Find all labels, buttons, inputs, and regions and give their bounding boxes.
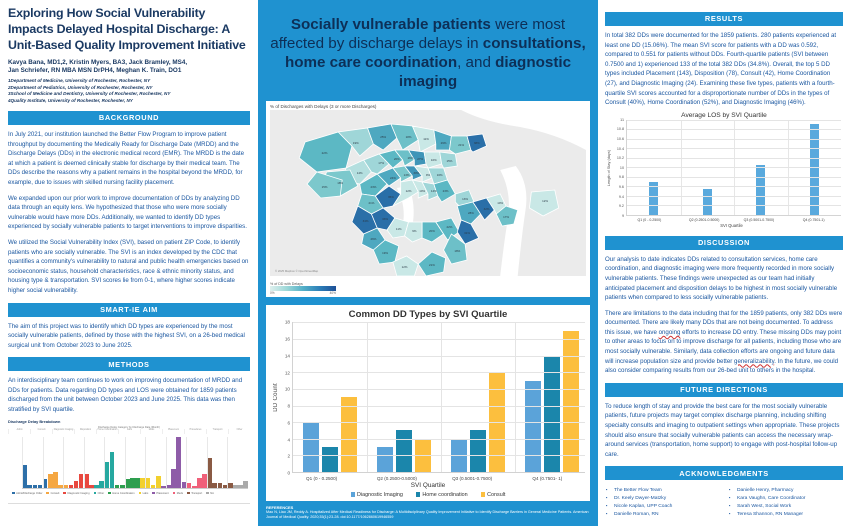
discussion-body: [605, 255, 843, 376]
mini-chart-bar[interactable]: [233, 485, 238, 488]
dd-chart-gridline: [293, 356, 585, 357]
affiliation-3: 3School of Medicine and Dentistry, University of Rochester, Rochester, NY: [8, 91, 171, 97]
los-chart-y-tick: 9.2: [618, 204, 624, 209]
dd-chart-legend-item[interactable]: [351, 492, 403, 498]
svg-text:16%: 16%: [407, 156, 414, 161]
svg-text:23%: 23%: [442, 189, 449, 194]
dd-chart-bar[interactable]: [563, 331, 579, 472]
mini-chart-legend-label: NA: [210, 491, 214, 495]
mini-chart-category: Home Coordination: [96, 429, 118, 434]
los-chart-gridline: [627, 120, 841, 121]
svg-text:9%: 9%: [412, 229, 417, 234]
background-paragraph-3: We utilized the Social Vulnerability Index (SVI), based on patient ZIP Code, to identify patients who are socially vulnerable. The SVI is an index developed by the CDC that quantifies a community's vulnerability to natural and public health emergencies based on socioeconomic status, household characteristics, race & ethnic minority status, and housing type & transportation. SVI scores lie from 0-1, where higher scores indicate higher social vulnerability.: [8, 238, 249, 294]
mini-chart-legend-item[interactable]: [63, 492, 89, 495]
map-title: % of Discharges with Delays (3 or more Discharges): [270, 104, 377, 110]
svg-text:18%: 18%: [405, 135, 412, 140]
mini-chart-bar[interactable]: [212, 483, 217, 487]
mini-chart-bar[interactable]: [135, 478, 140, 488]
svg-text:29%: 29%: [440, 141, 447, 146]
mini-chart-subtitle: Discharge Delay Category by Discharge Date (Month): [98, 425, 160, 429]
svg-text:19%: 19%: [352, 141, 359, 146]
affiliation-list: [8, 78, 250, 104]
dd-chart-gridline: [293, 372, 585, 373]
svg-text:32%: 32%: [483, 207, 490, 212]
mini-chart-bar[interactable]: [161, 486, 166, 487]
mini-chart-bar[interactable]: [43, 479, 48, 487]
map-legend-min: 0%: [270, 291, 275, 296]
acknowledgment-item: ▪ Kara Vaughn, Care Coordinator: [728, 495, 843, 503]
mini-chart-bar[interactable]: [89, 485, 94, 488]
svg-text:9%: 9%: [425, 173, 431, 178]
mini-chart-category: Disposition: [74, 429, 96, 434]
results-section-header: RESULTS: [605, 12, 843, 26]
svg-text:11%: 11%: [423, 137, 429, 142]
los-chart-gridline: [627, 139, 841, 140]
mini-chart-bar[interactable]: [105, 462, 110, 488]
acknowledgments-column-2: [728, 487, 843, 519]
author-line-2: Jan Schriefer, RN MBA MSN DrPH4, Meghan K. Train, DO1: [8, 67, 182, 75]
methods-section-header: METHODS: [8, 357, 250, 371]
map-canvas[interactable]: [270, 110, 586, 276]
acknowledgment-item: ▪ Nicole Kaplan, UPP Coach: [605, 503, 720, 511]
headline-part-4: , and: [457, 53, 496, 71]
zip-code-choropleth-map[interactable]: [266, 101, 590, 297]
mini-chart-category: Other: [228, 429, 250, 434]
mini-chart-legend-item[interactable]: [173, 492, 183, 495]
svg-text:20%: 20%: [428, 229, 435, 234]
acknowledgment-item: ▪ Danielle Roman, RN: [605, 511, 720, 519]
mini-chart-bar[interactable]: [115, 485, 120, 488]
mini-chart-bar[interactable]: [228, 483, 233, 487]
mini-chart-category: Meds: [140, 429, 162, 434]
affiliation-4: 4Quality Institute, University of Rochester, Rochester, NY: [8, 97, 133, 103]
legend-swatch-icon: [108, 492, 111, 495]
mini-chart-category: Admit: [8, 429, 30, 434]
los-chart-y-tick: 11: [620, 117, 624, 122]
mini-chart-bar[interactable]: [146, 478, 151, 488]
svg-text:13%: 13%: [462, 197, 468, 202]
mini-chart-legend-label: Transport: [191, 491, 203, 495]
los-chart-y-tick: 10.4: [616, 146, 624, 151]
right-column: [598, 0, 850, 526]
los-chart-x-tick: Q1 (0 - 0.2500): [637, 217, 662, 222]
map-attribution: © 2025 Mapbox © OpenStreetMap: [275, 269, 319, 274]
dd-chart-bar[interactable]: [377, 447, 393, 472]
mini-chart-bar[interactable]: [74, 481, 79, 488]
mini-chart-legend-item[interactable]: [152, 492, 168, 495]
dd-chart-y-tick: 12: [284, 370, 290, 376]
map-legend-max: 40%: [329, 291, 336, 296]
los-chart-bar[interactable]: [703, 189, 712, 215]
mini-chart-bar[interactable]: [22, 465, 27, 488]
mini-chart-category: Diagnostic Imaging: [52, 429, 74, 434]
svg-text:22%: 22%: [321, 151, 328, 156]
dd-chart-bar[interactable]: [322, 447, 338, 472]
svg-text:18%: 18%: [337, 181, 344, 186]
svg-text:38%: 38%: [473, 141, 480, 146]
dd-chart-legend-label: Consult: [487, 491, 506, 498]
mini-chart-bar[interactable]: [156, 476, 161, 487]
los-chart-title: Average LOS by SVI Quartile: [681, 111, 767, 119]
mini-chart-legend-label: Labs: [142, 491, 149, 495]
dd-chart-group: [441, 322, 515, 472]
mini-chart-label: Discharge Delay Breakdown: [8, 418, 61, 424]
dd-chart-gridline: [293, 322, 585, 323]
svg-text:12%: 12%: [542, 199, 548, 204]
svg-text:20%: 20%: [393, 157, 400, 162]
references-block: [266, 501, 590, 521]
mini-chart-plot: [22, 437, 248, 489]
mini-chart-bar[interactable]: [182, 482, 187, 488]
mini-chart-legend-item[interactable]: [108, 492, 134, 495]
acknowledgments-lists: [605, 485, 843, 519]
dd-chart-y-tick: 4: [287, 437, 290, 443]
svg-text:23%: 23%: [370, 185, 377, 190]
svg-text:31%: 31%: [464, 231, 470, 236]
common-dd-types-chart: [266, 305, 590, 500]
mini-chart-bar[interactable]: [176, 437, 181, 488]
mini-chart-bar[interactable]: [58, 485, 63, 488]
dd-chart-y-tick: 16: [284, 336, 290, 342]
dd-chart-y-tick: 6: [287, 420, 290, 426]
svg-text:27%: 27%: [417, 157, 424, 162]
svg-text:28%: 28%: [467, 211, 474, 216]
svg-text:12%: 12%: [401, 265, 408, 270]
acknowledgment-item: ▪ Teresa Shannon, RN Manager: [728, 511, 843, 519]
dd-chart-bar[interactable]: [341, 397, 357, 472]
mini-chart-bar[interactable]: [27, 485, 32, 488]
aim-paragraph: The aim of this project was to identify which DD types are experienced by the most socially vulnerable patients, defined by those with the highest SVI, on a 26-bed medical surgical unit from October 2023 to June 2025.: [8, 322, 245, 349]
dd-chart-gridline: [293, 439, 585, 440]
mini-chart-bar[interactable]: [187, 483, 192, 487]
mini-chart-legend-item[interactable]: [46, 492, 59, 495]
dd-chart-y-tick: 14: [284, 353, 290, 359]
mini-chart-legend-label: Diagnostic Imaging: [67, 491, 90, 495]
svg-text:34%: 34%: [362, 219, 369, 224]
mini-chart-legend-label: Placement: [156, 491, 169, 495]
mini-chart-legend-item[interactable]: [139, 492, 149, 495]
dd-chart-plot-wrap: [271, 319, 585, 476]
key-finding-headline: [266, 6, 590, 101]
svg-text:22%: 22%: [446, 225, 453, 230]
mini-chart-bar[interactable]: [94, 485, 99, 488]
mini-chart-category: Labs: [118, 429, 140, 434]
author-list: [8, 59, 250, 76]
spellcheck-underline: generalizability: [734, 357, 775, 365]
mini-chart-bar[interactable]: [151, 485, 156, 488]
mini-chart-bar[interactable]: [197, 478, 202, 488]
dd-chart-group: [367, 322, 441, 472]
mini-chart-bar[interactable]: [48, 474, 53, 488]
los-chart-gridline: [627, 148, 841, 149]
svg-text:26%: 26%: [370, 237, 377, 242]
results-body: [605, 31, 843, 108]
legend-swatch-icon: [139, 492, 142, 495]
mini-chart-bar[interactable]: [130, 478, 135, 488]
affiliation-2: 2Department of Pediatrics, University of Rochester, Rochester, NY: [8, 84, 153, 90]
mini-chart-bar[interactable]: [120, 485, 125, 488]
dd-chart-x-tick: Q2 (0.2500-0.5000): [376, 475, 417, 481]
svg-text:30%: 30%: [413, 171, 420, 176]
dd-chart-bar-groups: [293, 322, 585, 472]
los-chart-gridline: [627, 196, 841, 197]
affiliation-1: 1Department of Medicine, University of Rochester, Rochester, NY: [8, 78, 151, 83]
svg-text:11%: 11%: [395, 227, 402, 232]
dd-chart-y-tick: 0: [287, 470, 290, 476]
svg-text:21%: 21%: [428, 263, 435, 268]
mini-chart-bar[interactable]: [171, 469, 176, 487]
svg-text:10%: 10%: [430, 158, 437, 163]
los-chart-bar[interactable]: [756, 165, 765, 215]
methods-body: [8, 376, 250, 414]
mini-chart-legend-label: Admit/Discharge Order: [16, 491, 43, 495]
legend-swatch-icon: [12, 492, 15, 495]
dd-chart-x-axis-label: SVI Quartile: [410, 481, 446, 489]
headline-part-2: were most affected by discharge delays in: [270, 16, 566, 52]
mini-chart-bar[interactable]: [223, 485, 228, 488]
los-chart-y-tick: 10.2: [616, 156, 624, 161]
los-chart-y-axis-label: Length of Stay (days): [607, 149, 611, 186]
spellcheck-underline: ongoing: [658, 328, 681, 336]
los-chart-gridline: [627, 205, 841, 206]
dd-chart-gridline: [293, 389, 585, 390]
aim-body: [8, 322, 250, 351]
dd-chart-gridline: [293, 422, 585, 423]
legend-swatch-icon: [46, 492, 49, 495]
acknowledgment-item: ▪ The Better Flow Team: [605, 487, 720, 495]
svg-text:15%: 15%: [321, 185, 328, 190]
svg-text:17%: 17%: [503, 215, 509, 220]
dd-chart-gridline: [293, 406, 585, 407]
los-chart-y-tick: 10.8: [616, 127, 624, 132]
dd-chart-bar[interactable]: [525, 381, 541, 472]
discussion-section-header: DISCUSSION: [605, 236, 843, 250]
los-chart-gridline: [627, 186, 841, 187]
dd-chart-group: [293, 322, 367, 472]
mini-chart-legend-label: Home Coordination: [112, 491, 135, 495]
mini-chart-legend-item[interactable]: [206, 492, 214, 495]
mini-chart-category-header: [8, 429, 250, 434]
svg-text:14%: 14%: [356, 171, 363, 176]
los-chart-plot-area: [626, 120, 841, 216]
dd-chart-gridline: [293, 339, 585, 340]
mini-chart-bar[interactable]: [79, 474, 84, 488]
legend-swatch-icon: [94, 492, 97, 495]
mini-chart-bar[interactable]: [125, 479, 130, 487]
discussion-paragraph-2: There are limitations to the data including that for the 1859 patients, only 382 DDs were documented. There are likely many DDs that are not being documented. To address this issue, we have ongoing efforts to increase DD entry. These missing DDs may point to other areas to focus on to improve discharge for all patients, including those who are most socially vulnerable. Similarly, data collection efforts are ongoing and future data will increase population size and provide better generalizability. In the future, we could also consider comparing results from our 26-bed unit to others in the hospital.: [605, 309, 843, 375]
los-chart-y-tick: 10.6: [616, 136, 624, 141]
dd-chart-legend-item[interactable]: [481, 492, 506, 498]
average-los-chart: [605, 108, 843, 229]
los-chart-x-tick: Q2 (0.2501-0.5000): [688, 217, 720, 222]
mini-chart-category: Procedures: [184, 429, 206, 434]
svg-text:21%: 21%: [368, 201, 375, 206]
los-chart-gridline: [627, 167, 841, 168]
los-chart-gridline: [627, 177, 841, 178]
mini-chart-category: Placement: [162, 429, 184, 434]
mini-chart-legend-label: Meds: [176, 491, 184, 495]
svg-text:10%: 10%: [497, 201, 504, 206]
dd-chart-group: [515, 322, 589, 472]
page-title: Exploring How Social Vulnerability Impacts Delayed Hospital Discharge: A Unit-Based Quality Improvement Initiative: [8, 6, 246, 52]
dd-chart-plot-area: [292, 322, 585, 473]
legend-swatch-icon: [173, 492, 176, 495]
svg-text:16%: 16%: [436, 173, 443, 178]
mini-chart-legend-item[interactable]: [12, 492, 42, 495]
mini-chart-legend-item[interactable]: [94, 492, 105, 495]
los-chart-y-tick: 9.6: [618, 184, 624, 189]
dd-chart-y-axis-label: DD Count: [273, 383, 279, 413]
los-chart-gridline: [627, 158, 841, 159]
los-chart-gridline: [627, 129, 841, 130]
svg-text:25%: 25%: [380, 135, 387, 140]
background-paragraph-2: We expanded upon our prior work to improve documentation of DDs by analyzing DD data through an equity lens. We hypothesized that those who were more socially vulnerable would have more DDs. Additionally, we wanted to identify DD types experienced by socially vulnerable patients to target interventions to improve disparities.: [8, 194, 247, 231]
dd-chart-x-tick: Q3 (0.5001-0.7500): [452, 475, 493, 481]
dd-chart-y-tick: 18: [284, 319, 290, 325]
dd-chart-legend: [271, 492, 585, 498]
map-legend: [270, 282, 336, 295]
legend-swatch-icon: [416, 492, 420, 498]
los-chart-y-ticks: [611, 117, 626, 218]
dd-chart-bar[interactable]: [396, 430, 412, 472]
dd-chart-legend-label: Home coordination: [422, 491, 468, 498]
svg-text:24%: 24%: [389, 176, 396, 181]
mini-chart-legend-label: Consult: [50, 491, 60, 495]
dd-chart-y-tick: 8: [287, 403, 290, 409]
mini-chart-bar[interactable]: [63, 485, 68, 488]
los-chart-y-tick: 10: [619, 165, 624, 170]
mini-chart-bar[interactable]: [243, 481, 248, 488]
center-column: [258, 0, 598, 526]
dd-chart-x-ticks: [284, 470, 585, 481]
dd-chart-title: Common DD Types by SVI Quartile: [348, 309, 508, 321]
discharge-delay-breakdown-chart: [8, 419, 250, 504]
los-chart-x-ticks: [607, 213, 841, 222]
map-legend-ticks: [270, 291, 336, 295]
dd-chart-gridline: [293, 455, 585, 456]
mini-chart-bar[interactable]: [53, 472, 58, 488]
map-svg: [270, 110, 586, 276]
svg-text:14%: 14%: [430, 189, 437, 194]
legend-swatch-icon: [351, 492, 355, 498]
dd-chart-legend-item[interactable]: [416, 492, 468, 498]
mini-chart-bar[interactable]: [69, 485, 74, 488]
svg-text:17%: 17%: [378, 161, 385, 166]
dd-chart-bar[interactable]: [470, 430, 486, 472]
svg-text:13%: 13%: [403, 173, 410, 178]
svg-text:35%: 35%: [388, 195, 394, 200]
headline-part-3: consultations, home care coordination: [284, 34, 586, 71]
background-paragraph-1: In July 2021, our institution launched the Better Flow Program to improve patient throughput by documenting the Medically Ready for Discharge Date (MRDD) and the Discharge Delays (DDs) in the electronic medical record (EMR). The MRDD is the date at which a patient is deemed clinically stable for discharge by their medical team. The DDs describe the reasons why a patient remains in the hospital beyond the MRDD, for example, due to issues with skilled nursing facility placement.: [8, 131, 245, 187]
svg-text:18%: 18%: [454, 249, 461, 254]
los-chart-plot-wrap: [607, 117, 841, 218]
discussion-paragraph-1: Our analysis to date indicates DDs related to consultation services, home care coordination, and diagnostic imaging were more frequently recorded in more socially vulnerable patients. These findings were unexpected as our team had initially anticipated placement and disposition delays to be highest in most socially vulnerable patients when compared to less socially vulnerable patients.: [605, 255, 838, 302]
los-chart-bar[interactable]: [649, 182, 658, 214]
headline-part-5: diagnostic imaging: [398, 53, 572, 90]
mini-chart-bar[interactable]: [99, 481, 104, 488]
svg-text:15%: 15%: [446, 159, 453, 164]
mini-chart-bar[interactable]: [218, 483, 223, 487]
author-line-1: Kavya Bana, MD1,2, Kristin Myers, BA3, Jack Bramley, MS4,: [8, 58, 188, 66]
svg-text:12%: 12%: [405, 189, 412, 194]
los-chart-y-tick: 9.4: [618, 194, 624, 199]
future-directions-paragraph: To reduce length of stay and provide the best care for the most socially vulnerable patients, future projects may target complex discharge planning, including shifting specialty consults and imaging to outpatient settings when appropriate. These projects should also ensure that socially vulnerable patients can access the necessary wrap-around services (transportation, home support) to engage with post-hospital follow-up care.: [605, 402, 840, 458]
future-directions-section-header: FUTURE DIRECTIONS: [605, 383, 843, 397]
mini-chart-legend: [8, 489, 250, 495]
mini-chart-bar[interactable]: [202, 474, 207, 488]
mini-chart-bar[interactable]: [192, 486, 197, 487]
svg-text:10%: 10%: [419, 189, 426, 194]
svg-text:19%: 19%: [382, 251, 389, 256]
dd-chart-y-ticks: [279, 319, 292, 476]
mini-chart-bar[interactable]: [84, 474, 89, 488]
mini-chart-bar[interactable]: [33, 485, 38, 488]
los-chart-x-tick: Q4 (0.7501-1): [802, 217, 825, 222]
methods-paragraph: An interdisciplinary team continues to work on improving documentation of MRDD and DDs for patients. Data regarding DD types and LOS were obtained for 1859 patients discharged from the unit between October 2023 and June 2025. This data was then stratified by SVI quartile.: [8, 377, 243, 414]
los-chart-y-tick: 9.8: [618, 175, 624, 180]
acknowledgments-column-1: [605, 487, 720, 519]
legend-swatch-icon: [206, 492, 209, 495]
los-chart-x-axis-label: SVI Quartile: [720, 222, 743, 228]
dd-chart-y-tick: 2: [287, 453, 290, 459]
dd-chart-x-tick: Q4 (0.7501- 1): [532, 475, 563, 481]
los-chart-y-tick: 9: [621, 213, 624, 218]
mini-chart-bar[interactable]: [166, 485, 171, 488]
acknowledgment-item: ▪ Sarah West, Social Work: [728, 503, 843, 511]
map-legend-title: % of DD with Delays: [270, 282, 303, 287]
mini-chart-box: [8, 424, 250, 504]
mini-chart-bar[interactable]: [110, 452, 115, 487]
dd-chart-legend-label: Diagnostic Imaging: [357, 491, 403, 498]
left-column: [0, 0, 258, 526]
acknowledgment-item: ▪ Dr. Keely Dwyer-Matzky: [605, 495, 720, 503]
mini-chart-legend-label: Other: [97, 491, 105, 495]
acknowledgments-section-header: ACKNOWLEDGMENTS: [605, 466, 843, 480]
mini-chart-bar[interactable]: [140, 478, 145, 488]
svg-text:21%: 21%: [458, 143, 465, 148]
legend-swatch-icon: [63, 492, 66, 495]
mini-chart-category: Transport: [206, 429, 228, 434]
legend-swatch-icon: [187, 492, 190, 495]
mini-chart-bar[interactable]: [38, 485, 43, 488]
background-section-header: BACKGROUND: [8, 111, 250, 125]
future-directions-body: [605, 402, 843, 460]
los-chart-x-tick: Q3 (0.5001-0.7500): [743, 217, 775, 222]
references-title: REFERENCES: [266, 504, 294, 510]
mini-chart-legend-item[interactable]: [187, 492, 202, 495]
mini-chart-bar[interactable]: [238, 485, 243, 488]
svg-text:33%: 33%: [382, 217, 389, 222]
acknowledgment-item: ▪ Danielle Henry, Pharmacy: [728, 487, 843, 495]
dd-chart-x-tick: Q1 (0 - 0.2500): [306, 475, 338, 481]
legend-swatch-icon: [481, 492, 485, 498]
dd-chart-y-tick: 10: [284, 386, 290, 392]
legend-swatch-icon: [152, 492, 155, 495]
references-text: Mao N, Liao JM, Reddy A. Hospitalized After Medical Readiness for Discharge: A Multidisciplinary Quality Improvement Initiative to Identify Discharge Barriers in General Medicine Patients. American Journal of Medical Quality. 2020;35(1):23-28. doi:10.1177/1062860619946559: [266, 509, 589, 519]
background-body: [8, 130, 250, 296]
mini-chart-bar[interactable]: [207, 458, 212, 488]
headline-part-1: Socially vulnerable patients: [290, 16, 491, 33]
mini-chart-category: Consult: [30, 429, 52, 434]
results-paragraph: In total 382 DDs were documented for the 1859 patients. 280 patients experienced at least one DD (15.06%). The mean SVI score for patients with a DD was 0.592, compared to 0.551 for patients without DDs. Fourth-quartile patients (SVI between 0.7500 and 1) experienced 133 of the total 382 DDs (34.8%). Overall, the top 5 DD types included Placement (143), Disposition (78), Consult (42), Home Coordination (27), and Diagnostic Imaging (24). Examining these five types, patients with a fourth-quartile SVI scores accounted for a disproportionate number of DDs in the types of Consult (40%), Home Coordination (52%), and Diagnostic Imaging (46%).: [605, 31, 837, 107]
dd-chart-bar[interactable]: [303, 422, 319, 472]
aim-section-header: SMART-IE AIM: [8, 303, 250, 317]
